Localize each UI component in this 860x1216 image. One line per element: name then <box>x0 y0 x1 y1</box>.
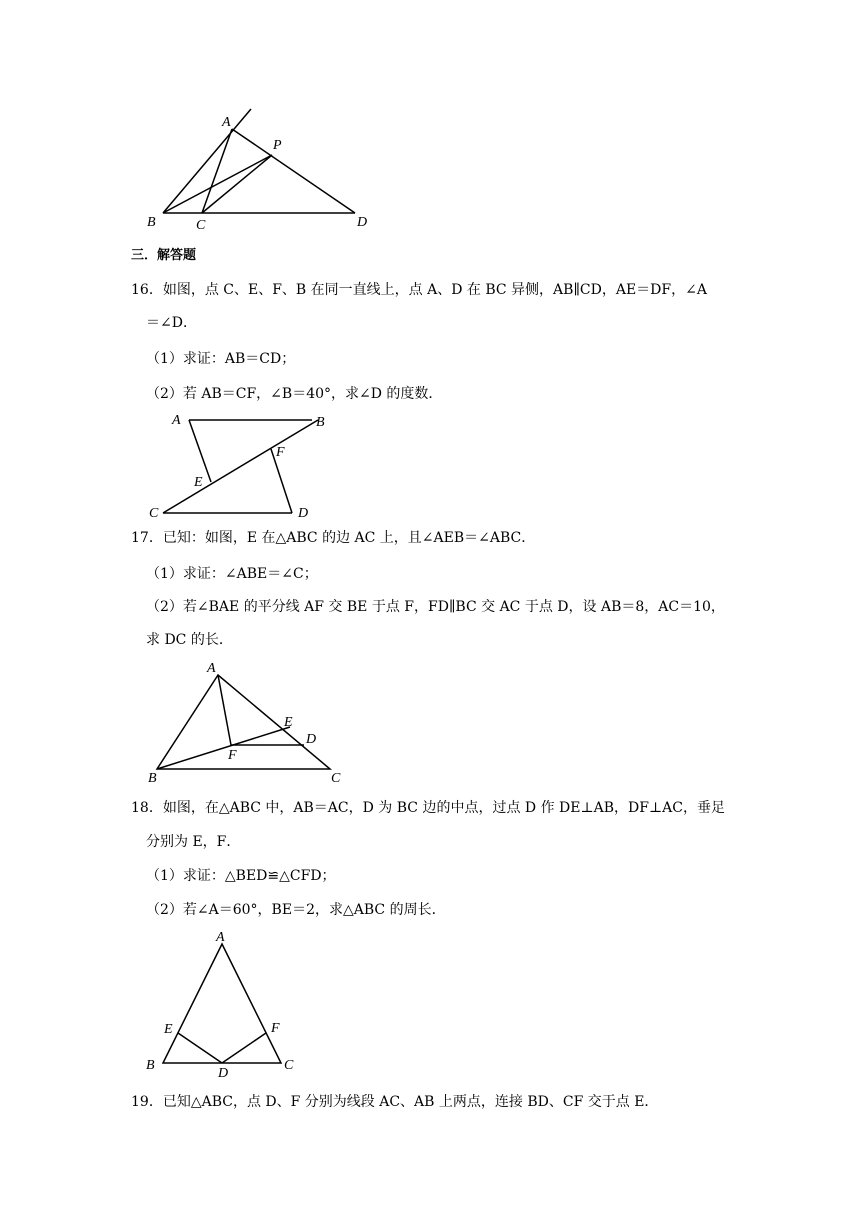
figure-q18 <box>140 925 310 1080</box>
segment-af <box>218 675 231 745</box>
q16-part2: （2）若 AB＝CF，∠B＝40°，求∠D 的度数． <box>146 386 443 402</box>
q17-part2a: （2）若∠BAE 的平分线 AF 交 BE 于点 F，FD∥BC 交 AC 于点 D，设 AB＝8，AC＝10， <box>146 599 725 615</box>
q18-line2: 分别为 E，F． <box>146 834 241 850</box>
segment-cb <box>163 420 318 513</box>
segment-ad <box>232 129 355 213</box>
label-c: C <box>196 218 206 233</box>
label-a: A <box>216 930 225 945</box>
label-e: E <box>194 475 203 490</box>
label-f: F <box>276 445 285 460</box>
q17-line1: 17．已知：如图，E 在△ABC 的边 AC 上，且∠AEB＝∠ABC． <box>131 530 536 546</box>
q18-part1: （1）求证：△BED≌△CFD； <box>146 868 336 884</box>
label-c: C <box>149 506 159 521</box>
figure-q17 <box>145 658 345 786</box>
figure-q16 <box>145 408 335 523</box>
label-e: E <box>164 1022 173 1037</box>
q18-line1: 18．如图，在△ABC 中，AB＝AC，D 为 BC 边的中点，过点 D 作 DE⊥AB，DF⊥AC，垂足 <box>131 800 725 816</box>
q16-line1: 16．如图，点 C、E、F、B 在同一直线上，点 A、D 在 BC 异侧，AB∥CD，AE＝DF，∠A <box>131 282 707 298</box>
label-c: C <box>284 1058 294 1073</box>
segment-be <box>157 727 290 769</box>
label-f: F <box>271 1021 280 1036</box>
label-d: D <box>306 732 317 747</box>
label-b: B <box>146 1058 155 1073</box>
label-b: B <box>316 415 325 430</box>
label-c: C <box>331 771 341 786</box>
label-d: D <box>357 215 368 230</box>
triangle-abc <box>157 675 330 769</box>
label-b: B <box>147 215 156 230</box>
segment-df <box>222 1033 266 1063</box>
label-d: D <box>298 506 309 521</box>
segment-ae <box>189 420 211 482</box>
section-heading: 三．解答题 <box>131 248 197 263</box>
label-a: A <box>222 115 231 130</box>
label-e: E <box>284 715 293 730</box>
label-a: A <box>172 413 181 428</box>
label-f: F <box>228 748 237 763</box>
label-d: D <box>218 1066 229 1081</box>
q19-line1: 19．已知△ABC，点 D、F 分别为线段 AC、AB 上两点，连接 BD、CF 交于点 E． <box>131 1094 659 1110</box>
label-b: B <box>148 771 157 786</box>
triangle-abc <box>163 944 281 1063</box>
q16-part1: （1）求证：AB＝CD； <box>146 351 296 367</box>
figure-triangle-apbcd <box>140 104 380 234</box>
q18-part2: （2）若∠A＝60°，BE＝2，求△ABC 的周长． <box>146 902 446 918</box>
segment-bp <box>163 155 272 213</box>
q16-line2: ＝∠D． <box>146 315 197 331</box>
q17-part1: （1）求证：∠ABE＝∠C； <box>146 566 318 582</box>
label-p: P <box>273 138 282 153</box>
segment-de <box>178 1033 222 1063</box>
q17-part2b: 求 DC 的长． <box>146 632 233 648</box>
label-a: A <box>207 661 216 676</box>
